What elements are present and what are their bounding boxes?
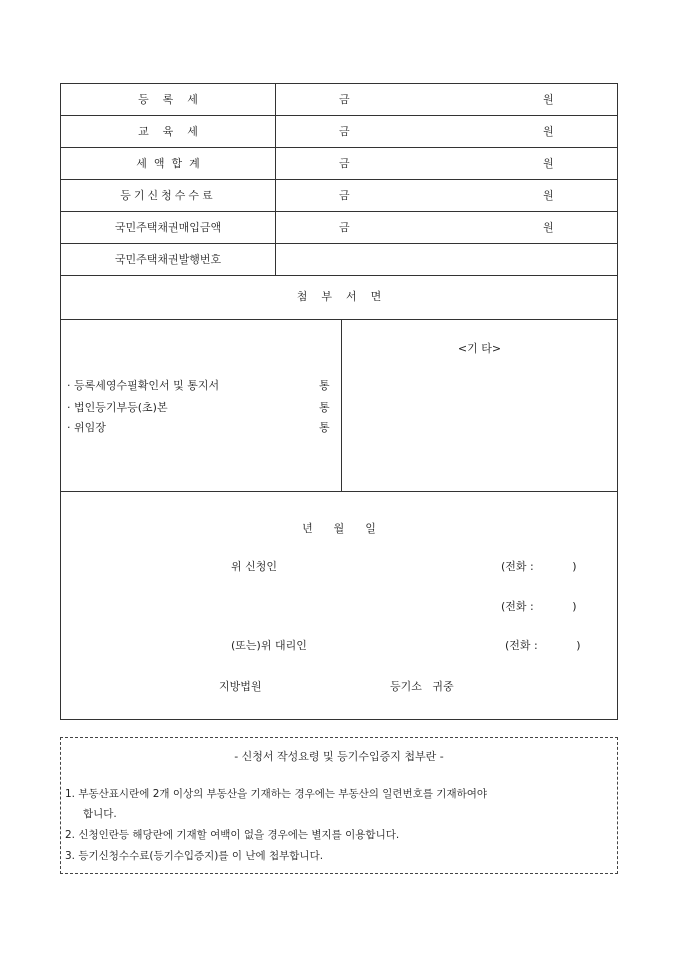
attachment-unit: 통	[319, 401, 330, 414]
fee-label-bond-purchase: 국민주택채권매입금액	[114, 221, 222, 234]
registry-label: 등기소 귀중	[390, 680, 454, 693]
amount-unit: 원	[543, 221, 554, 234]
applicant-label: 위 신청인	[231, 560, 278, 573]
amount-unit: 원	[543, 93, 554, 106]
instruction-line: 2. 신청인란등 해당란에 기재할 여백이 없을 경우에는 별지를 이용합니다.	[65, 829, 400, 841]
row-divider	[61, 319, 617, 320]
fee-label-education-tax: 교 육 세	[138, 125, 198, 138]
amount-prefix: 금	[339, 93, 350, 106]
instructions-title: - 신청서 작성요령 및 등기수입증지 첩부란 -	[234, 750, 444, 763]
second-phone: (전화 : )	[501, 600, 577, 613]
amount-unit: 원	[543, 125, 554, 138]
date-line: 년 월 일	[302, 522, 376, 535]
other-attachments-title: <기 타>	[457, 342, 502, 355]
instruction-line: 3. 등기신청수수료(등기수입증지)를 이 난에 첩부합니다.	[65, 850, 324, 862]
agent-phone: (전화 : )	[505, 639, 581, 652]
amount-prefix: 금	[339, 157, 350, 170]
attachment-item: · 위임장	[67, 421, 106, 434]
amount-unit: 원	[543, 157, 554, 170]
agent-label: (또는)위 대리인	[231, 639, 307, 652]
court-label: 지방법원	[219, 680, 262, 693]
instruction-line: 1. 부동산표시란에 2개 이상의 부동산을 기재하는 경우에는 부동산의 일련번호를 기재하여야	[65, 788, 488, 800]
fee-label-tax-total: 세 액 합 계	[136, 157, 200, 170]
instructions-box	[60, 737, 618, 874]
instruction-line: 합니다.	[83, 808, 117, 820]
amount-prefix: 금	[339, 189, 350, 202]
attachments-title: 첨 부 서 면	[296, 290, 382, 303]
amount-unit: 원	[543, 189, 554, 202]
column-divider	[275, 84, 276, 275]
applicant-phone: (전화 : )	[501, 560, 577, 573]
attachment-unit: 통	[319, 379, 330, 392]
amount-prefix: 금	[339, 221, 350, 234]
fee-label-registration-tax: 등 록 세	[138, 93, 198, 106]
registration-fee-form	[60, 83, 618, 720]
fee-label-registration-fee: 등기신청수수료	[120, 189, 216, 202]
attachment-item: · 등록세영수필확인서 및 통지서	[67, 379, 220, 392]
row-divider	[61, 491, 617, 492]
bond-number-label: 국민주택채권발행번호	[114, 253, 222, 266]
attachment-item: · 법인등기부등(초)본	[67, 401, 168, 414]
amount-prefix: 금	[339, 125, 350, 138]
attachment-unit: 통	[319, 421, 330, 434]
